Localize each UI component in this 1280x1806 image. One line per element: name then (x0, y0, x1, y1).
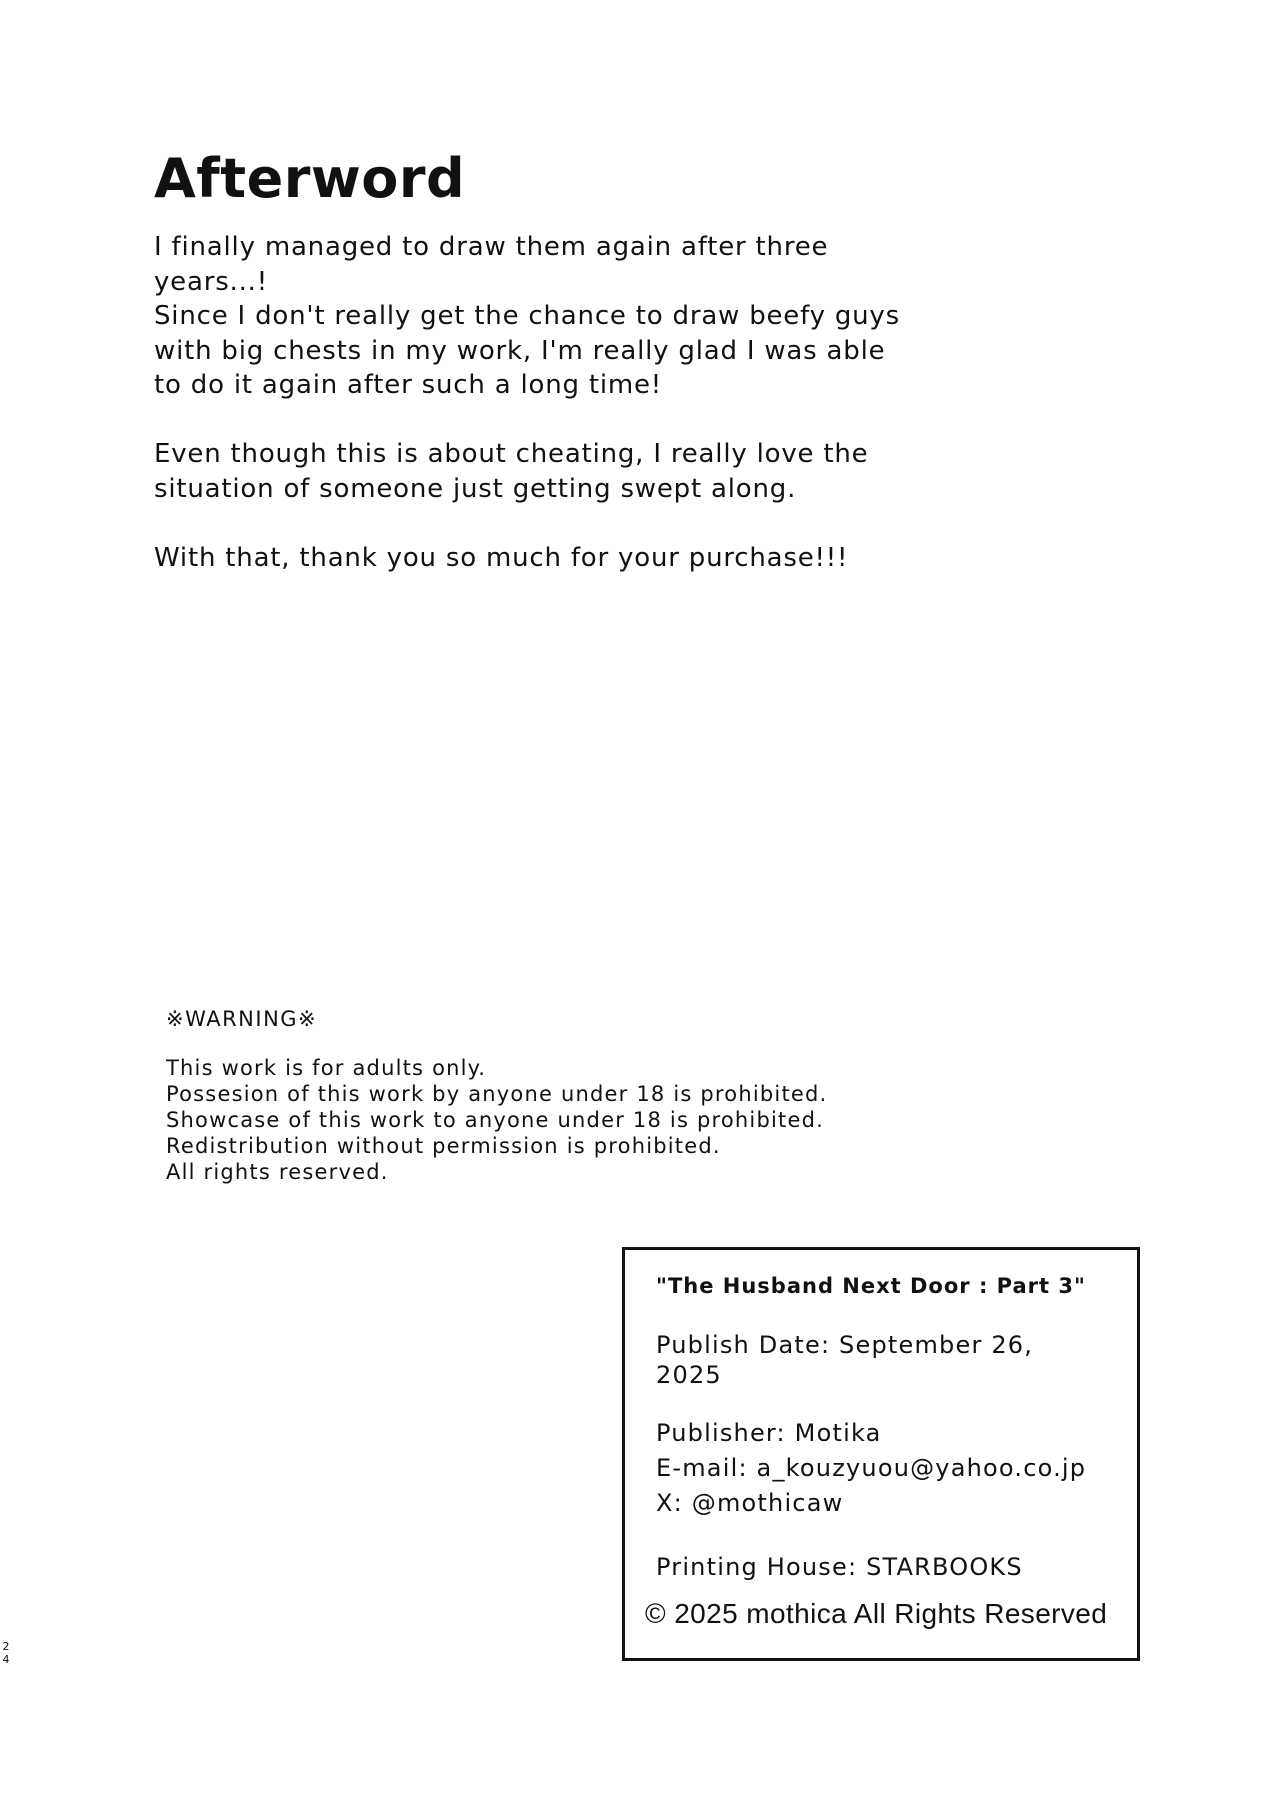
publisher-email: E-mail: a_kouzyuou@yahoo.co.jp (656, 1454, 1087, 1482)
warning-notice (166, 1005, 966, 1185)
afterword-paragraph: Even though this is about cheating, I really love the situation of someone just getting swept along. (154, 439, 869, 504)
publisher-x-handle: X: @mothicaw (656, 1489, 844, 1517)
afterword-paragraph: With that, thank you so much for your purchase!!! (154, 542, 849, 573)
work-title: "The Husband Next Door : Part 3" (656, 1274, 1086, 1298)
warning-line: Redistribution without permission is prohibited. (166, 1134, 721, 1158)
copyright-notice: © 2025 mothica All Rights Reserved (645, 1598, 1108, 1629)
page-number: 24 (2, 1640, 10, 1666)
publish-date: Publish Date: September 26, 2025 (656, 1331, 1034, 1389)
publisher-name: Publisher: Motika (656, 1419, 882, 1447)
warning-heading: ※WARNING※ (166, 1007, 318, 1031)
warning-line: All rights reserved. (166, 1160, 389, 1184)
publisher-contact (656, 1416, 1086, 1521)
warning-line: This work is for adults only. (166, 1056, 487, 1080)
afterword-paragraph: I finally managed to draw them again after three years...! Since I don't really get the chance to draw beefy guys with big chests in my work, I'm really glad I was able to do it again after such a long time! (154, 232, 900, 400)
printing-house: Printing House: STARBOOKS (656, 1553, 1023, 1581)
afterword-body (154, 230, 1014, 575)
colophon-box (622, 1247, 1140, 1661)
warning-line: Showcase of this work to anyone under 18 is prohibited. (166, 1108, 824, 1132)
warning-list (166, 1055, 966, 1185)
page-title: Afterword (154, 147, 466, 210)
warning-line: Possesion of this work by anyone under 18 is prohibited. (166, 1082, 828, 1106)
